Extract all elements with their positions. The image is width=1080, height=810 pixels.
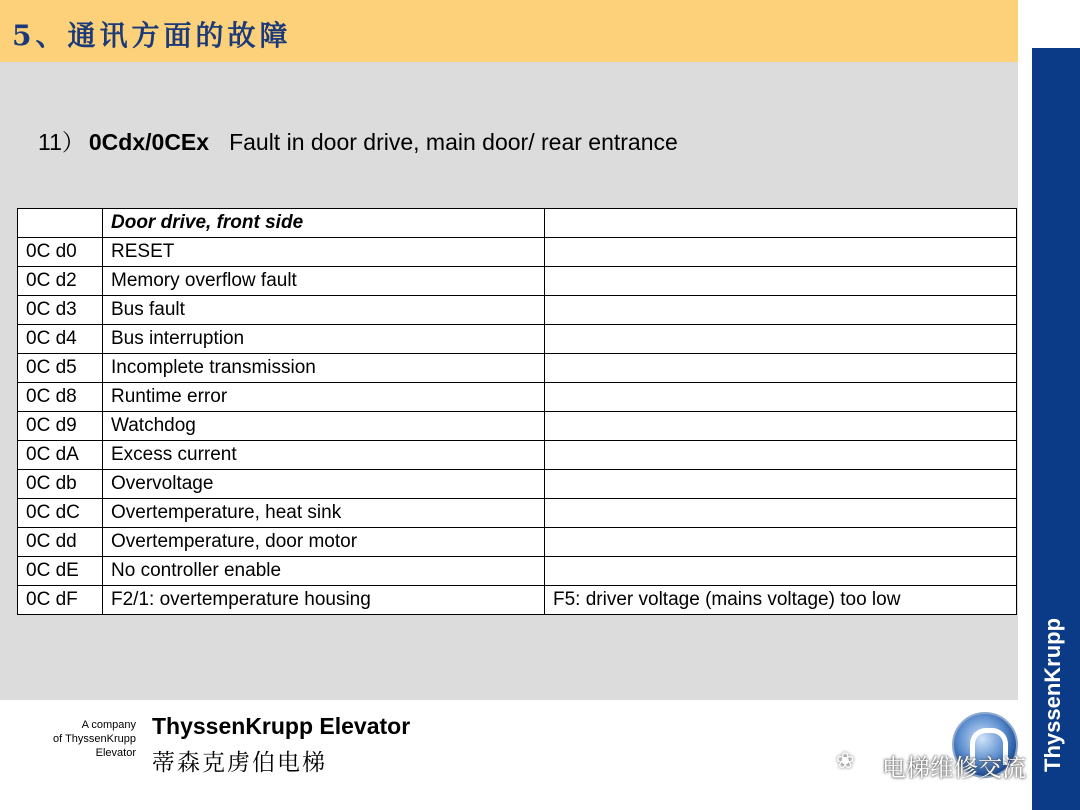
- fault-description-cell: Runtime error: [103, 383, 545, 412]
- fault-code-cell: 0C db: [18, 470, 103, 499]
- fault-description-cell: Bus interruption: [103, 325, 545, 354]
- table-row: [18, 470, 1017, 499]
- table-row: [18, 441, 1017, 470]
- fault-description-cell: Overtemperature, heat sink: [103, 499, 545, 528]
- company-small-line: of ThyssenKrupp: [53, 733, 136, 745]
- table-row: [18, 296, 1017, 325]
- fault-extra-cell: [545, 499, 1017, 528]
- section-heading: [38, 124, 678, 157]
- content-area: [0, 62, 1018, 700]
- table-row: [18, 499, 1017, 528]
- fault-extra-cell: [545, 296, 1017, 325]
- fault-code-cell: 0C d3: [18, 296, 103, 325]
- fault-extra-cell: [545, 238, 1017, 267]
- brand-vertical-text: ThyssenKrupp: [1040, 617, 1065, 772]
- company-small-text: [24, 718, 136, 760]
- fault-description-cell: Bus fault: [103, 296, 545, 325]
- fault-code-cell: 0C d5: [18, 354, 103, 383]
- watermark-text: [838, 748, 1026, 783]
- heading-number: 11）: [38, 129, 85, 155]
- fault-extra-cell: [545, 441, 1017, 470]
- fault-description-cell: Watchdog: [103, 412, 545, 441]
- header-cell: [18, 209, 103, 238]
- fault-extra-cell: [545, 267, 1017, 296]
- table-row: [18, 238, 1017, 267]
- fault-description-cell: RESET: [103, 238, 545, 267]
- fault-extra-cell: [545, 354, 1017, 383]
- company-name-cn: 蒂森克虏伯电梯: [152, 750, 327, 776]
- fault-code-cell: 0C d0: [18, 238, 103, 267]
- fault-description-cell: F2/1: overtemperature housing: [103, 586, 545, 615]
- table-row: [18, 586, 1017, 615]
- fault-extra-cell: [545, 383, 1017, 412]
- fault-code-cell: 0C dd: [18, 528, 103, 557]
- fault-extra-cell: [545, 325, 1017, 354]
- fault-extra-cell: F5: driver voltage (mains voltage) too low: [545, 586, 1017, 615]
- company-small-line: A company: [81, 719, 136, 731]
- fault-description-cell: Memory overflow fault: [103, 267, 545, 296]
- heading-code: 0Cdx/0CEx: [88, 129, 210, 155]
- watermark-label: 电梯维修交流: [882, 754, 1026, 782]
- fault-description-cell: Overtemperature, door motor: [103, 528, 545, 557]
- fault-code-cell: 0C dC: [18, 499, 103, 528]
- fault-code-cell: 0C d2: [18, 267, 103, 296]
- fault-table: [17, 208, 1017, 615]
- table-row: [18, 383, 1017, 412]
- company-small-line: Elevator: [95, 747, 136, 759]
- table-row: [18, 528, 1017, 557]
- page-title: 5、通讯方面的故障: [12, 19, 292, 52]
- wechat-icon: ❀: [836, 748, 855, 773]
- fault-description-cell: Incomplete transmission: [103, 354, 545, 383]
- fault-description-cell: No controller enable: [103, 557, 545, 586]
- fault-code-cell: 0C d4: [18, 325, 103, 354]
- fault-extra-cell: [545, 412, 1017, 441]
- table-row: [18, 325, 1017, 354]
- fault-extra-cell: [545, 557, 1017, 586]
- title-bar: [0, 0, 1018, 62]
- fault-code-cell: 0C dE: [18, 557, 103, 586]
- fault-extra-cell: [545, 470, 1017, 499]
- header-cell: [545, 209, 1017, 238]
- heading-description: Fault in door drive, main door/ rear entrance: [229, 129, 678, 155]
- company-name: ThyssenKrupp Elevator: [152, 713, 411, 739]
- table-row: [18, 267, 1017, 296]
- table-row: [18, 557, 1017, 586]
- fault-code-cell: 0C d8: [18, 383, 103, 412]
- header-cell: Door drive, front side: [103, 209, 545, 238]
- right-margin: [1018, 0, 1032, 810]
- fault-extra-cell: [545, 528, 1017, 557]
- table-header-row: [18, 209, 1017, 238]
- table-row: [18, 354, 1017, 383]
- fault-code-cell: 0C dF: [18, 586, 103, 615]
- fault-code-cell: 0C d9: [18, 412, 103, 441]
- table-row: [18, 412, 1017, 441]
- fault-description-cell: Excess current: [103, 441, 545, 470]
- fault-code-cell: 0C dA: [18, 441, 103, 470]
- fault-description-cell: Overvoltage: [103, 470, 545, 499]
